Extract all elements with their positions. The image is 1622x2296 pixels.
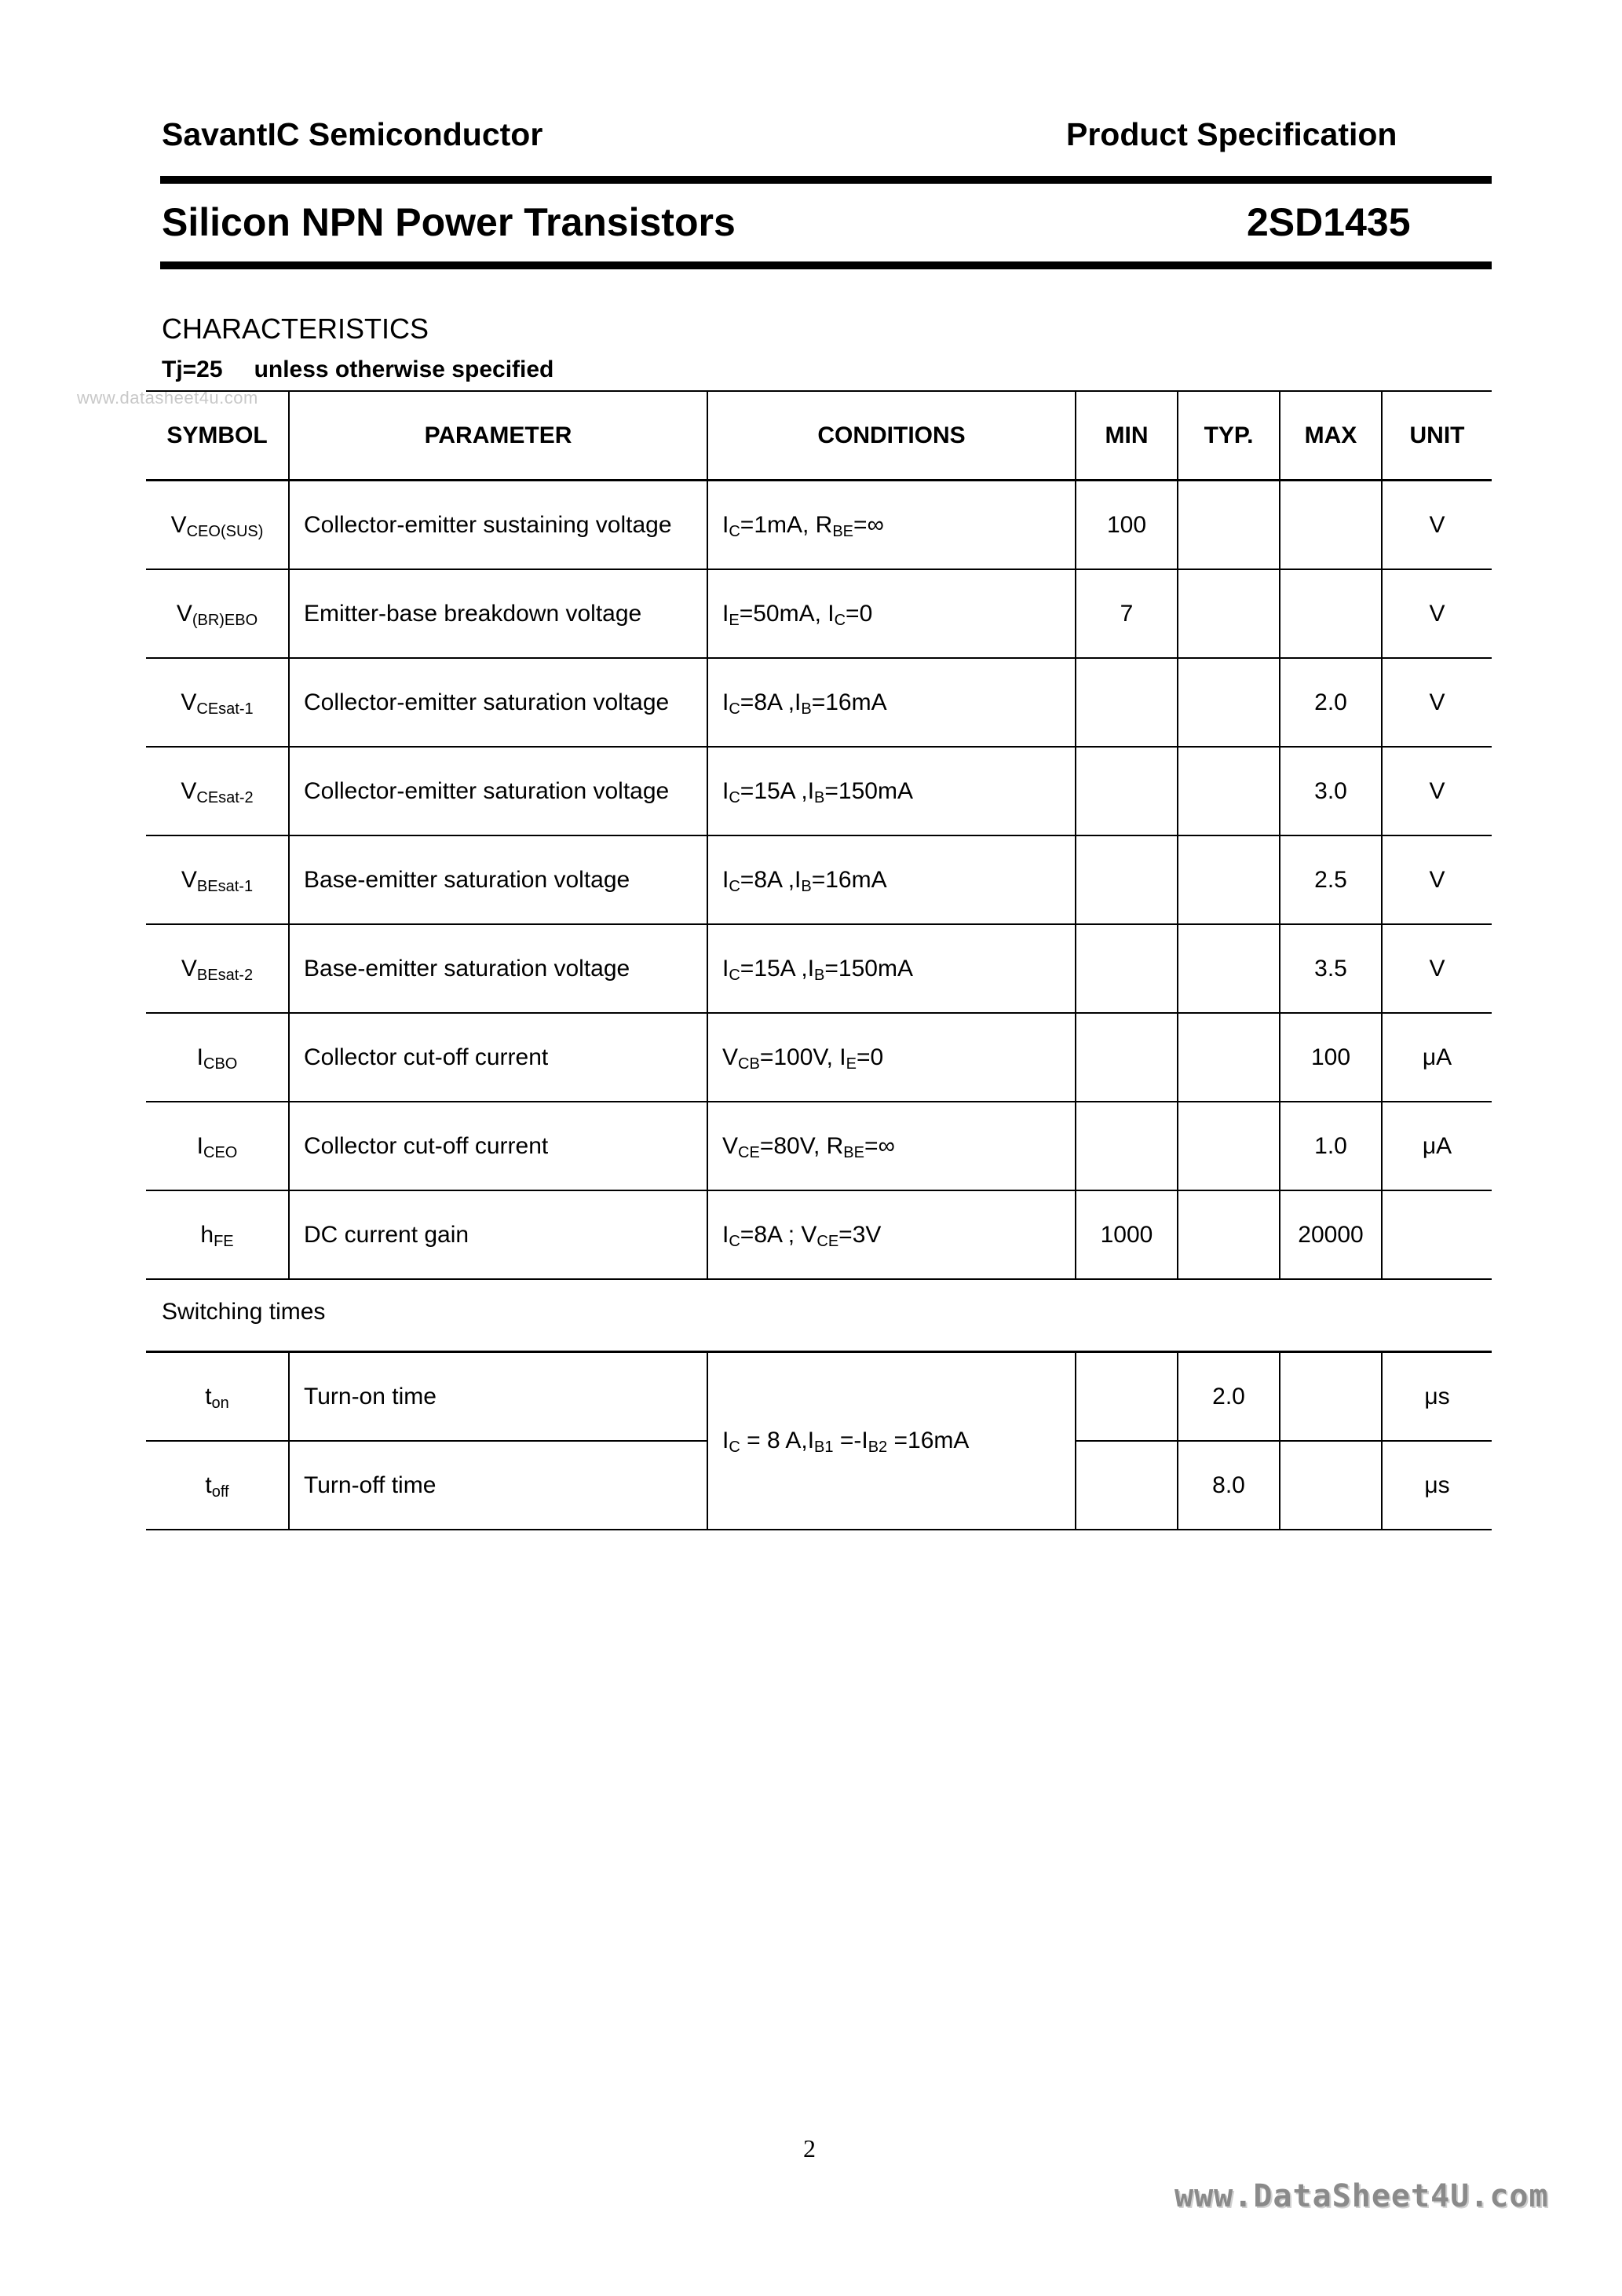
symbol-main: t: [205, 1383, 212, 1409]
unit-cell: μs: [1382, 1441, 1492, 1530]
unit-cell: μs: [1382, 1352, 1492, 1442]
symbol-cell: [146, 658, 289, 747]
condition-prefix: Tj=25: [162, 356, 223, 382]
text-run: =8A ,I: [740, 689, 802, 715]
text-run: =16mA: [811, 689, 887, 715]
table-row: [146, 1102, 1492, 1190]
max-cell: 20000: [1280, 1190, 1382, 1279]
unit-cell: V: [1382, 481, 1492, 570]
text-run: =16mA: [811, 866, 887, 893]
test-condition: [162, 356, 553, 383]
symbol-cell: [146, 835, 289, 924]
text-run: =1mA, R: [740, 511, 833, 538]
symbol-main: V: [181, 777, 197, 804]
max-cell: [1280, 481, 1382, 570]
symbol-cell: [146, 924, 289, 1013]
max-cell: 2.0: [1280, 658, 1382, 747]
parameter-cell: Collector-emitter saturation voltage: [289, 658, 707, 747]
subscript: C: [729, 1439, 740, 1456]
unit-cell: μA: [1382, 1102, 1492, 1190]
parameter-cell: Turn-on time: [289, 1352, 707, 1442]
condition-text: unless otherwise specified: [254, 356, 554, 382]
max-cell: [1280, 1352, 1382, 1442]
min-cell: 7: [1076, 569, 1178, 658]
watermark-top: www.datasheet4u.com: [77, 388, 258, 408]
parameter-cell: Collector cut-off current: [289, 1102, 707, 1190]
subscript: B: [814, 966, 825, 984]
subscript: C: [729, 700, 740, 718]
min-cell: [1076, 1102, 1178, 1190]
column-header: CONDITIONS: [707, 391, 1076, 481]
table-row: [146, 835, 1492, 924]
table-row: [146, 1013, 1492, 1102]
symbol-subscript: CEO: [203, 1143, 238, 1161]
min-cell: 100: [1076, 481, 1178, 570]
min-cell: 1000: [1076, 1190, 1178, 1279]
footer-watermark: www.DataSheet4U.com: [1174, 2178, 1549, 2214]
switching-table: [146, 1351, 1492, 1530]
text-run: = 8 A,I: [740, 1428, 815, 1453]
symbol-main: V: [176, 600, 192, 627]
subscript: BE: [843, 1143, 864, 1161]
conditions-cell: [707, 835, 1076, 924]
parameter-cell: Collector-emitter saturation voltage: [289, 747, 707, 835]
symbol-cell: [146, 1013, 289, 1102]
unit-cell: V: [1382, 658, 1492, 747]
parameter-cell: Turn-off time: [289, 1441, 707, 1530]
table-row: [146, 924, 1492, 1013]
symbol-main: V: [181, 689, 197, 715]
conditions-cell: [707, 1352, 1076, 1530]
conditions-cell: [707, 1102, 1076, 1190]
typ-cell: 2.0: [1178, 1352, 1280, 1442]
subscript: CB: [738, 1055, 760, 1073]
symbol-cell: [146, 747, 289, 835]
typ-cell: [1178, 747, 1280, 835]
symbol-subscript: on: [211, 1394, 229, 1412]
typ-cell: [1178, 658, 1280, 747]
text-run: I: [722, 777, 729, 804]
min-cell: [1076, 924, 1178, 1013]
symbol-subscript: CBO: [203, 1055, 238, 1073]
text-run: =8A ; V: [740, 1221, 817, 1248]
subscript: C: [729, 1232, 740, 1250]
text-run: =150mA: [824, 955, 913, 982]
symbol-cell: [146, 1352, 289, 1442]
min-cell: [1076, 747, 1178, 835]
table-row: [146, 569, 1492, 658]
company-name: SavantIC Semiconductor: [162, 116, 543, 152]
table-row: [146, 747, 1492, 835]
unit-cell: V: [1382, 835, 1492, 924]
symbol-main: I: [196, 1132, 203, 1159]
max-cell: [1280, 1441, 1382, 1530]
parameter-cell: Base-emitter saturation voltage: [289, 924, 707, 1013]
text-run: I: [722, 866, 729, 893]
header-rule-bottom: [160, 261, 1492, 269]
symbol-main: I: [196, 1044, 203, 1070]
symbol-subscript: FE: [214, 1232, 234, 1250]
subscript: CE: [816, 1232, 839, 1250]
subscript: E: [729, 611, 740, 629]
symbol-subscript: (BR)EBO: [192, 611, 258, 629]
header-rule-top: [160, 176, 1492, 184]
text-run: =150mA: [824, 777, 913, 804]
min-cell: [1076, 1441, 1178, 1530]
conditions-cell: [707, 924, 1076, 1013]
text-run: =80V, R: [759, 1132, 844, 1159]
text-run: =3V: [838, 1221, 882, 1248]
product-line-title: Silicon NPN Power Transistors: [162, 200, 736, 244]
part-number: 2SD1435: [1247, 200, 1411, 244]
parameter-cell: DC current gain: [289, 1190, 707, 1279]
subscript: C: [834, 611, 846, 629]
max-cell: 1.0: [1280, 1102, 1382, 1190]
text-run: =∞: [864, 1132, 895, 1159]
unit-cell: V: [1382, 924, 1492, 1013]
subscript: C: [729, 788, 740, 806]
min-cell: [1076, 658, 1178, 747]
text-run: =16mA: [887, 1428, 970, 1453]
symbol-cell: [146, 1190, 289, 1279]
subscript: B: [801, 700, 812, 718]
unit-cell: [1382, 1190, 1492, 1279]
typ-cell: [1178, 1102, 1280, 1190]
symbol-cell: [146, 1441, 289, 1530]
typ-cell: [1178, 1190, 1280, 1279]
section-title: CHARACTERISTICS: [162, 313, 429, 345]
conditions-cell: [707, 1013, 1076, 1102]
table-row: [146, 658, 1492, 747]
subscript: B2: [868, 1439, 888, 1456]
symbol-main: t: [205, 1472, 212, 1498]
max-cell: 3.5: [1280, 924, 1382, 1013]
switching-row: [146, 1352, 1492, 1442]
text-run: =100V, I: [759, 1044, 846, 1070]
subscript: C: [729, 966, 740, 984]
column-header: MAX: [1280, 391, 1382, 481]
parameter-cell: Emitter-base breakdown voltage: [289, 569, 707, 658]
symbol-cell: [146, 569, 289, 658]
subscript: C: [729, 522, 740, 540]
doc-type: Product Specification: [1066, 116, 1397, 152]
table-row: [146, 481, 1492, 570]
column-header: TYP.: [1178, 391, 1280, 481]
typ-cell: [1178, 924, 1280, 1013]
text-run: I: [722, 689, 729, 715]
max-cell: [1280, 569, 1382, 658]
text-run: I: [722, 600, 729, 627]
parameter-cell: Collector cut-off current: [289, 1013, 707, 1102]
text-run: =0: [846, 600, 873, 627]
subscript: E: [846, 1055, 857, 1073]
table-row: [146, 1190, 1492, 1279]
symbol-subscript: CEsat-1: [196, 700, 254, 718]
text-run: I: [722, 1221, 729, 1248]
column-header: PARAMETER: [289, 391, 707, 481]
text-run: =15A ,I: [740, 955, 815, 982]
symbol-subscript: off: [211, 1483, 229, 1501]
symbol-cell: [146, 481, 289, 570]
page-number: 2: [803, 2134, 816, 2163]
max-cell: 2.5: [1280, 835, 1382, 924]
symbol-main: V: [181, 866, 197, 893]
unit-cell: V: [1382, 747, 1492, 835]
text-run: =15A ,I: [740, 777, 815, 804]
typ-cell: [1178, 569, 1280, 658]
symbol-subscript: BEsat-2: [196, 966, 254, 984]
typ-cell: [1178, 481, 1280, 570]
text-run: V: [722, 1132, 739, 1159]
subscript: C: [729, 877, 740, 895]
typ-cell: 8.0: [1178, 1441, 1280, 1530]
symbol-main: V: [181, 955, 197, 982]
symbol-main: V: [170, 511, 187, 538]
text-run: =-I: [833, 1428, 868, 1453]
symbol-cell: [146, 1102, 289, 1190]
column-header: SYMBOL: [146, 391, 289, 481]
text-run: =∞: [853, 511, 884, 538]
subscript: B: [801, 877, 812, 895]
conditions-cell: [707, 1190, 1076, 1279]
column-header: UNIT: [1382, 391, 1492, 481]
table-header-row: [146, 391, 1492, 481]
conditions-cell: [707, 747, 1076, 835]
conditions-cell: [707, 658, 1076, 747]
conditions-cell: [707, 569, 1076, 658]
text-run: V: [722, 1044, 739, 1070]
symbol-subscript: BEsat-1: [196, 877, 254, 895]
text-run: =8A ,I: [740, 866, 802, 893]
subscript: B: [814, 788, 825, 806]
switching-times-label: Switching times: [162, 1299, 326, 1325]
min-cell: [1076, 1013, 1178, 1102]
unit-cell: V: [1382, 569, 1492, 658]
min-cell: [1076, 1352, 1178, 1442]
max-cell: 3.0: [1280, 747, 1382, 835]
parameter-cell: Base-emitter saturation voltage: [289, 835, 707, 924]
text-run: I: [722, 1428, 729, 1453]
text-run: I: [722, 955, 729, 982]
subscript: B1: [814, 1439, 834, 1456]
min-cell: [1076, 835, 1178, 924]
subscript: BE: [832, 522, 854, 540]
typ-cell: [1178, 835, 1280, 924]
characteristics-table: [146, 390, 1492, 1280]
text-run: =50mA, I: [739, 600, 835, 627]
subscript: CE: [738, 1143, 760, 1161]
unit-cell: μA: [1382, 1013, 1492, 1102]
column-header: MIN: [1076, 391, 1178, 481]
conditions-cell: [707, 481, 1076, 570]
text-run: I: [722, 511, 729, 538]
text-run: =0: [857, 1044, 884, 1070]
symbol-main: h: [200, 1221, 214, 1248]
symbol-subscript: CEO(SUS): [186, 522, 264, 540]
parameter-cell: Collector-emitter sustaining voltage: [289, 481, 707, 570]
symbol-subscript: CEsat-2: [196, 788, 254, 806]
typ-cell: [1178, 1013, 1280, 1102]
max-cell: 100: [1280, 1013, 1382, 1102]
